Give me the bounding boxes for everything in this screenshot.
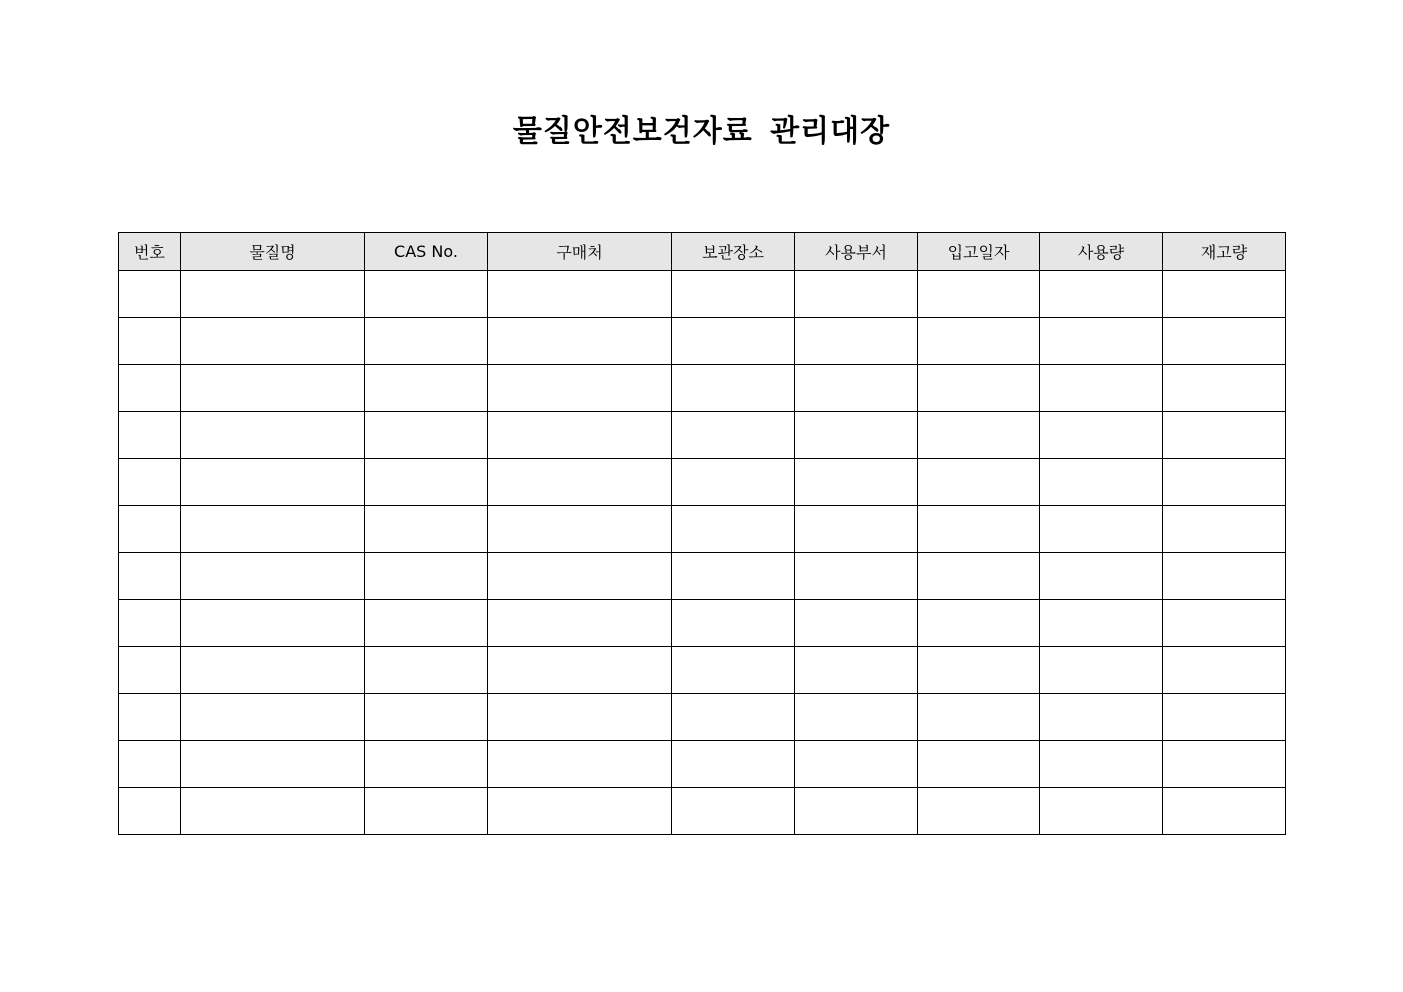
table-cell[interactable] <box>119 553 181 600</box>
table-cell[interactable] <box>795 459 918 506</box>
table-cell[interactable] <box>488 318 672 365</box>
table-cell[interactable] <box>918 365 1040 412</box>
table-cell[interactable] <box>119 788 181 835</box>
table-row <box>119 741 1286 788</box>
table-cell[interactable] <box>672 600 795 647</box>
table-cell[interactable] <box>672 741 795 788</box>
table-cell[interactable] <box>1163 600 1286 647</box>
table-cell[interactable] <box>795 318 918 365</box>
table-cell[interactable] <box>1040 412 1163 459</box>
column-header-storage-location: 보관장소 <box>672 233 795 271</box>
table-cell[interactable] <box>795 365 918 412</box>
table-cell[interactable] <box>488 365 672 412</box>
page-title: 물질안전보건자료 관리대장 <box>512 114 891 149</box>
table-cell[interactable] <box>672 506 795 553</box>
table-cell[interactable] <box>1040 365 1163 412</box>
column-header-number: 번호 <box>119 233 181 271</box>
table-cell[interactable] <box>119 271 181 318</box>
table-body <box>119 271 1286 835</box>
table-cell[interactable] <box>918 694 1040 741</box>
table-cell[interactable] <box>1040 600 1163 647</box>
table-cell[interactable] <box>181 459 365 506</box>
table-cell[interactable] <box>119 365 181 412</box>
table-row <box>119 694 1286 741</box>
table-cell[interactable] <box>918 412 1040 459</box>
table-cell[interactable] <box>918 459 1040 506</box>
table-cell[interactable] <box>119 694 181 741</box>
table-row <box>119 788 1286 835</box>
table-cell[interactable] <box>181 647 365 694</box>
table-cell[interactable] <box>365 647 488 694</box>
table-cell[interactable] <box>488 412 672 459</box>
table-cell[interactable] <box>181 694 365 741</box>
table-cell[interactable] <box>672 318 795 365</box>
table-cell[interactable] <box>1040 694 1163 741</box>
table-cell[interactable] <box>918 271 1040 318</box>
table-cell[interactable] <box>1040 788 1163 835</box>
table-cell[interactable] <box>918 741 1040 788</box>
table-row <box>119 553 1286 600</box>
table-cell[interactable] <box>365 459 488 506</box>
table-cell[interactable] <box>918 553 1040 600</box>
table-cell[interactable] <box>918 788 1040 835</box>
table-cell[interactable] <box>119 647 181 694</box>
table-cell[interactable] <box>918 506 1040 553</box>
table-cell[interactable] <box>488 506 672 553</box>
table-cell[interactable] <box>365 412 488 459</box>
table-cell[interactable] <box>119 318 181 365</box>
table-cell[interactable] <box>795 553 918 600</box>
table-row <box>119 271 1286 318</box>
table-cell[interactable] <box>918 600 1040 647</box>
table-cell[interactable] <box>488 459 672 506</box>
table-cell[interactable] <box>1163 741 1286 788</box>
table-cell[interactable] <box>795 788 918 835</box>
table-cell[interactable] <box>181 506 365 553</box>
table-cell[interactable] <box>1163 318 1286 365</box>
column-header-department: 사용부서 <box>795 233 918 271</box>
table-cell[interactable] <box>795 412 918 459</box>
table-cell[interactable] <box>365 788 488 835</box>
table-cell[interactable] <box>365 741 488 788</box>
table-cell[interactable] <box>365 600 488 647</box>
table-cell[interactable] <box>181 412 365 459</box>
table-cell[interactable] <box>488 553 672 600</box>
table-cell[interactable] <box>1040 647 1163 694</box>
table-cell[interactable] <box>181 741 365 788</box>
msds-register-table <box>118 232 1286 835</box>
table-cell[interactable] <box>119 459 181 506</box>
table-cell[interactable] <box>488 788 672 835</box>
table-cell[interactable] <box>365 553 488 600</box>
column-header-substance-name: 물질명 <box>181 233 365 271</box>
table-cell[interactable] <box>672 365 795 412</box>
table-cell[interactable] <box>672 788 795 835</box>
table-cell[interactable] <box>795 506 918 553</box>
table-cell[interactable] <box>795 600 918 647</box>
table-cell[interactable] <box>795 741 918 788</box>
table-cell[interactable] <box>672 271 795 318</box>
table-cell[interactable] <box>488 694 672 741</box>
table-cell[interactable] <box>119 741 181 788</box>
table-cell[interactable] <box>795 647 918 694</box>
table-cell[interactable] <box>119 412 181 459</box>
table-cell[interactable] <box>1040 271 1163 318</box>
column-header-stock-amount: 재고량 <box>1163 233 1286 271</box>
table-row <box>119 365 1286 412</box>
table-cell[interactable] <box>488 271 672 318</box>
table-cell[interactable] <box>119 506 181 553</box>
table-cell[interactable] <box>181 271 365 318</box>
table-cell[interactable] <box>1163 694 1286 741</box>
table-cell[interactable] <box>672 647 795 694</box>
table-header-row <box>119 233 1286 271</box>
table-cell[interactable] <box>365 318 488 365</box>
table-cell[interactable] <box>365 271 488 318</box>
table-cell[interactable] <box>1163 553 1286 600</box>
table-cell[interactable] <box>918 318 1040 365</box>
table-cell[interactable] <box>119 600 181 647</box>
table-cell[interactable] <box>1040 459 1163 506</box>
table-cell[interactable] <box>672 553 795 600</box>
table-cell[interactable] <box>918 647 1040 694</box>
table-cell[interactable] <box>488 741 672 788</box>
table-row <box>119 459 1286 506</box>
table-cell[interactable] <box>181 600 365 647</box>
table-cell[interactable] <box>1040 506 1163 553</box>
table-cell[interactable] <box>1163 788 1286 835</box>
table-cell[interactable] <box>1163 647 1286 694</box>
column-header-usage-amount: 사용량 <box>1040 233 1163 271</box>
table-cell[interactable] <box>795 271 918 318</box>
table-cell[interactable] <box>181 318 365 365</box>
table-cell[interactable] <box>181 365 365 412</box>
table-cell[interactable] <box>672 694 795 741</box>
table-row <box>119 647 1286 694</box>
table-row <box>119 600 1286 647</box>
table-row <box>119 506 1286 553</box>
table-cell[interactable] <box>672 412 795 459</box>
table-cell[interactable] <box>1040 741 1163 788</box>
table-cell[interactable] <box>1163 412 1286 459</box>
table-cell[interactable] <box>181 788 365 835</box>
table-cell[interactable] <box>488 600 672 647</box>
column-header-supplier: 구매처 <box>488 233 672 271</box>
table-cell[interactable] <box>795 694 918 741</box>
table-cell[interactable] <box>488 647 672 694</box>
table-cell[interactable] <box>1163 365 1286 412</box>
table-cell[interactable] <box>365 365 488 412</box>
table-cell[interactable] <box>1163 506 1286 553</box>
table-cell[interactable] <box>672 459 795 506</box>
table-cell[interactable] <box>1040 318 1163 365</box>
table-cell[interactable] <box>1163 459 1286 506</box>
table-row <box>119 412 1286 459</box>
table-cell[interactable] <box>365 506 488 553</box>
table-cell[interactable] <box>1163 271 1286 318</box>
table-cell[interactable] <box>181 553 365 600</box>
table-row <box>119 318 1286 365</box>
column-header-cas-no: CAS No. <box>365 233 488 271</box>
table-cell[interactable] <box>1040 553 1163 600</box>
table-cell[interactable] <box>365 694 488 741</box>
column-header-receipt-date: 입고일자 <box>918 233 1040 271</box>
